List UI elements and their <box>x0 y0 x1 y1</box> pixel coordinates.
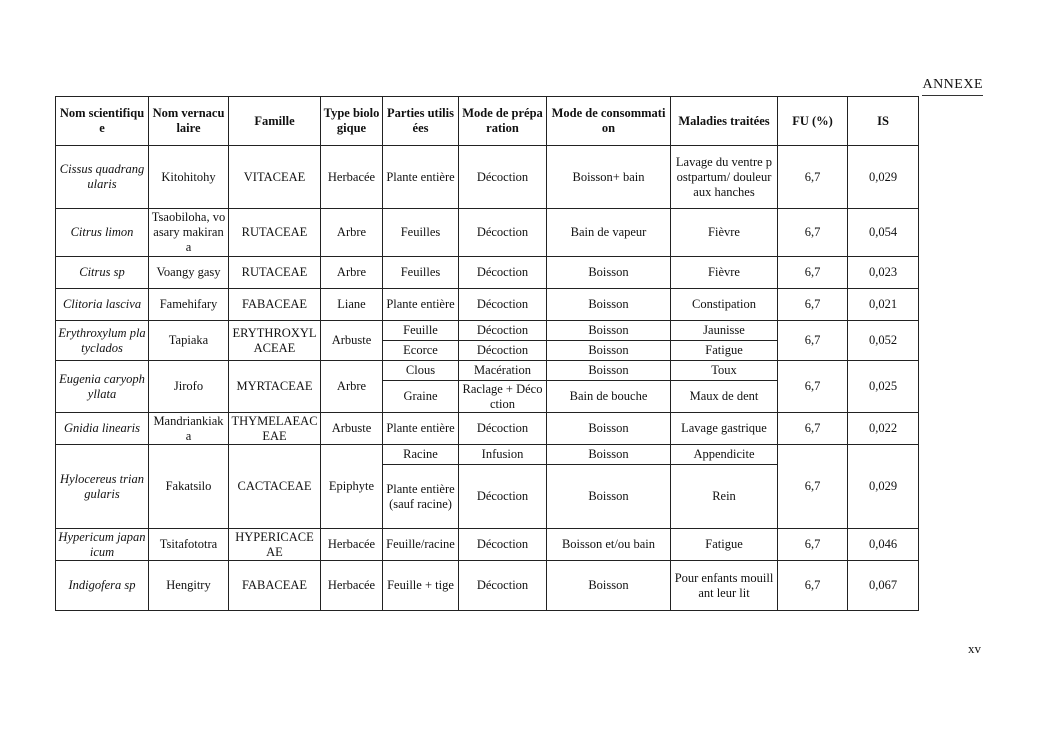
table-cell: THYMELAEACEAE <box>229 413 321 445</box>
table-cell: Fatigue <box>671 341 778 361</box>
col-header: FU (%) <box>778 97 848 146</box>
table-cell: 0,023 <box>848 257 919 289</box>
table-cell: Ecorce <box>383 341 459 361</box>
table-cell: Décoction <box>459 257 547 289</box>
table-cell: Jaunisse <box>671 321 778 341</box>
table-cell: Boisson <box>547 257 671 289</box>
table-cell: Hengitry <box>149 561 229 611</box>
col-header: Mode de consommation <box>547 97 671 146</box>
table-cell: Lavage du ventre postpartum/ douleur aux hanches <box>671 146 778 209</box>
table-cell: MYRTACEAE <box>229 361 321 413</box>
table-row <box>56 361 919 381</box>
table-cell: Décoction <box>459 465 547 529</box>
table-cell: Boisson <box>547 445 671 465</box>
table-cell: Constipation <box>671 289 778 321</box>
table-cell: Décoction <box>459 209 547 257</box>
table-cell: FABACEAE <box>229 561 321 611</box>
table-cell: Boisson <box>547 289 671 321</box>
table-row <box>56 413 919 445</box>
table-cell: Pour enfants mouillant leur lit <box>671 561 778 611</box>
table-cell: Plante entière <box>383 289 459 321</box>
table-cell: Décoction <box>459 561 547 611</box>
table-cell: Hypericum japanicum <box>56 529 149 561</box>
table-cell: 6,7 <box>778 361 848 413</box>
col-header: Famille <box>229 97 321 146</box>
table-row <box>56 445 919 465</box>
table-cell: Boisson <box>547 361 671 381</box>
table-cell: Graine <box>383 381 459 413</box>
table-cell: 0,046 <box>848 529 919 561</box>
table-cell: Arbre <box>321 361 383 413</box>
table-cell: Famehifary <box>149 289 229 321</box>
annex-heading: ANNEXE <box>922 77 983 96</box>
table-cell: Boisson <box>547 561 671 611</box>
table-cell: Tapiaka <box>149 321 229 361</box>
table-cell: Fièvre <box>671 209 778 257</box>
table-cell: Boisson <box>547 413 671 445</box>
table-cell: Jirofo <box>149 361 229 413</box>
table-cell: Décoction <box>459 413 547 445</box>
table-cell: Citrus sp <box>56 257 149 289</box>
table-cell: Maux de dent <box>671 381 778 413</box>
table-cell: 6,7 <box>778 289 848 321</box>
table-cell: Plante entière <box>383 413 459 445</box>
table-cell: 6,7 <box>778 561 848 611</box>
table-cell: Feuille/racine <box>383 529 459 561</box>
table-cell: Décoction <box>459 341 547 361</box>
table-cell: Citrus limon <box>56 209 149 257</box>
col-header: Type biologique <box>321 97 383 146</box>
header-row <box>56 97 919 146</box>
table-row <box>56 321 919 341</box>
table-cell: Indigofera sp <box>56 561 149 611</box>
table-cell: Arbre <box>321 257 383 289</box>
table-cell: Boisson+ bain <box>547 146 671 209</box>
table-cell: Décoction <box>459 529 547 561</box>
table-cell: Feuilles <box>383 257 459 289</box>
table-cell: Décoction <box>459 289 547 321</box>
col-header: Parties utilisées <box>383 97 459 146</box>
table-cell: Cissus quadrangularis <box>56 146 149 209</box>
table-cell: 6,7 <box>778 321 848 361</box>
table-row <box>56 146 919 209</box>
table-cell: Toux <box>671 361 778 381</box>
table-cell: Macération <box>459 361 547 381</box>
table-cell: Mandriankiaka <box>149 413 229 445</box>
table-cell: Arbre <box>321 209 383 257</box>
table-cell: Feuille + tige <box>383 561 459 611</box>
table-cell: Infusion <box>459 445 547 465</box>
table-cell: 0,067 <box>848 561 919 611</box>
table-cell: Herbacée <box>321 529 383 561</box>
table-cell: Eugenia caryophyllata <box>56 361 149 413</box>
table-cell: 6,7 <box>778 257 848 289</box>
table-cell: Fatigue <box>671 529 778 561</box>
table-cell: Plante entière <box>383 146 459 209</box>
table-cell: Raclage + Décoction <box>459 381 547 413</box>
table-cell: Feuilles <box>383 209 459 257</box>
table-cell: Arbuste <box>321 321 383 361</box>
table-cell: 6,7 <box>778 209 848 257</box>
table-cell: 6,7 <box>778 529 848 561</box>
table-cell: Bain de vapeur <box>547 209 671 257</box>
table-cell: 0,021 <box>848 289 919 321</box>
table-row <box>56 529 919 561</box>
table-cell: Rein <box>671 465 778 529</box>
table-cell: Arbuste <box>321 413 383 445</box>
table-cell: Tsitafototra <box>149 529 229 561</box>
table-cell: 6,7 <box>778 445 848 529</box>
table-cell: Gnidia linearis <box>56 413 149 445</box>
table-cell: 0,022 <box>848 413 919 445</box>
table-row <box>56 257 919 289</box>
table-cell: VITACEAE <box>229 146 321 209</box>
table-cell: RUTACEAE <box>229 257 321 289</box>
table-cell: Liane <box>321 289 383 321</box>
col-header: Mode de préparation <box>459 97 547 146</box>
plants-table <box>55 96 919 611</box>
table-cell: Boisson <box>547 321 671 341</box>
table-cell: 0,052 <box>848 321 919 361</box>
table-row <box>56 289 919 321</box>
col-header: Nom vernaculaire <box>149 97 229 146</box>
table-row <box>56 209 919 257</box>
table-cell: 0,025 <box>848 361 919 413</box>
table-cell: Fièvre <box>671 257 778 289</box>
table-cell: 0,054 <box>848 209 919 257</box>
table-cell: 0,029 <box>848 146 919 209</box>
table-cell: 6,7 <box>778 413 848 445</box>
table-cell: 6,7 <box>778 146 848 209</box>
page-number: xv <box>968 641 981 656</box>
col-header: Maladies traitées <box>671 97 778 146</box>
table-cell: Clous <box>383 361 459 381</box>
table-cell: Bain de bouche <box>547 381 671 413</box>
table-cell: Boisson <box>547 465 671 529</box>
col-header: Nom scientifique <box>56 97 149 146</box>
col-header: IS <box>848 97 919 146</box>
table-cell: CACTACEAE <box>229 445 321 529</box>
table-cell: Feuille <box>383 321 459 341</box>
table-cell: Epiphyte <box>321 445 383 529</box>
table-cell: ERYTHROXYLACEAE <box>229 321 321 361</box>
table-cell: Décoction <box>459 146 547 209</box>
table-cell: RUTACEAE <box>229 209 321 257</box>
table-cell: Fakatsilo <box>149 445 229 529</box>
table-cell: Boisson <box>547 341 671 361</box>
table-cell: Kitohitohy <box>149 146 229 209</box>
table-cell: 0,029 <box>848 445 919 529</box>
table-cell: Boisson et/ou bain <box>547 529 671 561</box>
table-cell: HYPERICACEAE <box>229 529 321 561</box>
table-cell: Herbacée <box>321 561 383 611</box>
table-cell: Racine <box>383 445 459 465</box>
table-cell: Clitoria lasciva <box>56 289 149 321</box>
table-cell: Voangy gasy <box>149 257 229 289</box>
table-cell: Tsaobiloha, voasary makirana <box>149 209 229 257</box>
table-cell: Hylocereus triangularis <box>56 445 149 529</box>
table-cell: FABACEAE <box>229 289 321 321</box>
table-cell: Herbacée <box>321 146 383 209</box>
table-cell: Décoction <box>459 321 547 341</box>
table-cell: Plante entière (sauf racine) <box>383 465 459 529</box>
table-cell: Erythroxylum platyclados <box>56 321 149 361</box>
table-cell: Appendicite <box>671 445 778 465</box>
table-row <box>56 561 919 611</box>
table-cell: Lavage gastrique <box>671 413 778 445</box>
